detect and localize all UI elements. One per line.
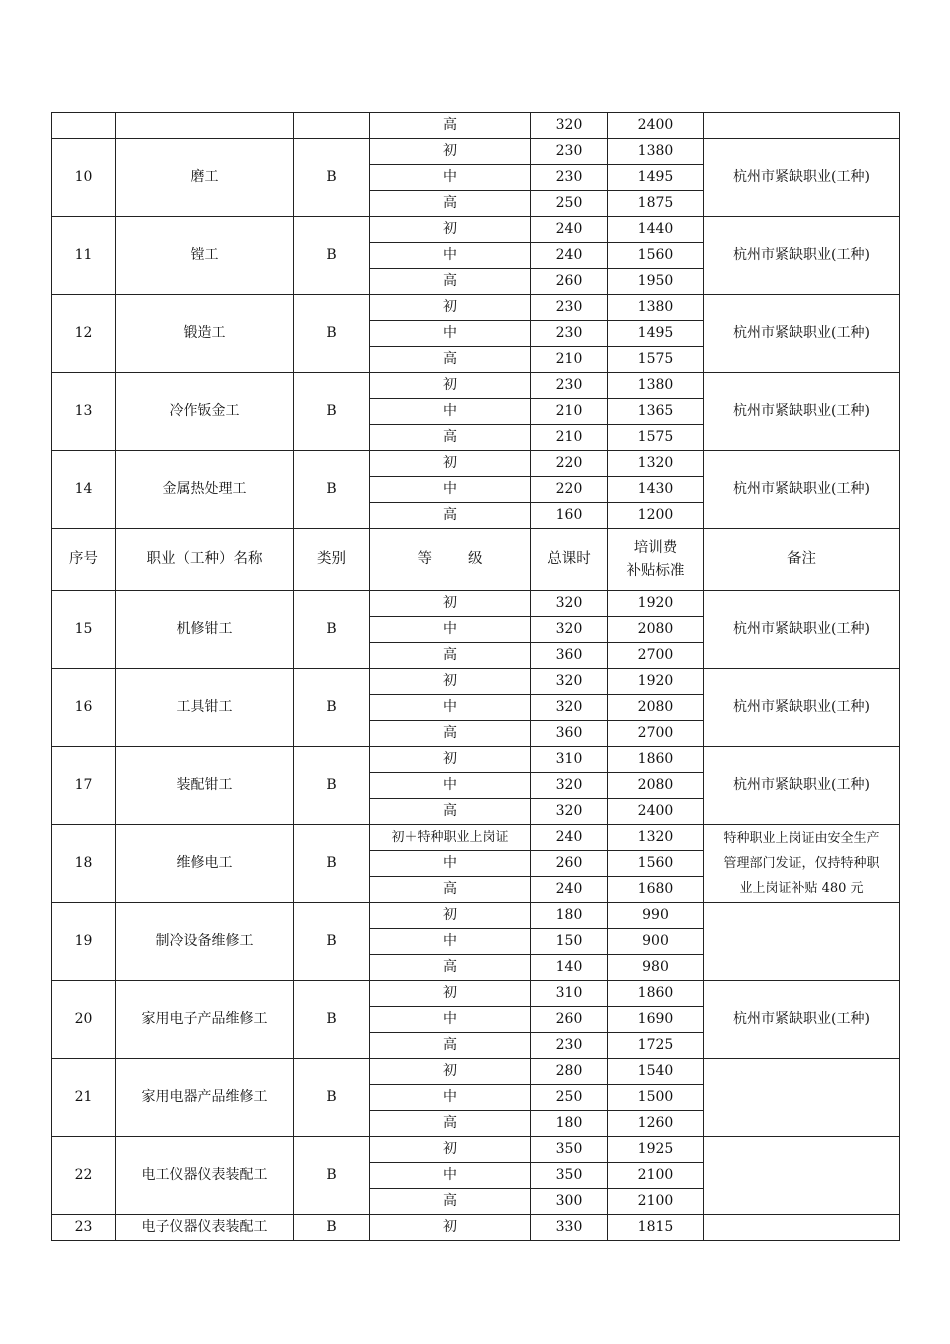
remark-line: 管理部门发证，仅持特种职 (723, 856, 880, 871)
occupation-name-cell: 工具钳工 (116, 669, 294, 747)
subsidy-cell: 1320 (608, 825, 704, 851)
hours-cell: 280 (531, 1059, 608, 1085)
level-cell: 初 (370, 1137, 531, 1163)
remark-cell: 杭州市紧缺职业(工种) (704, 295, 900, 373)
remark-cell: 杭州市紧缺职业(工种) (704, 747, 900, 825)
level-cell: 初 (370, 139, 531, 165)
category-cell: B (294, 1215, 370, 1241)
hours-cell: 210 (531, 347, 608, 373)
seq-cell: 23 (52, 1215, 116, 1241)
subsidy-cell: 2100 (608, 1189, 704, 1215)
remark-cell: 杭州市紧缺职业(工种) (704, 669, 900, 747)
subsidy-cell: 980 (608, 955, 704, 981)
table-row (52, 1059, 900, 1085)
seq-cell: 19 (52, 903, 116, 981)
level-cell: 中 (370, 243, 531, 269)
table-row (52, 903, 900, 929)
hours-cell: 320 (531, 799, 608, 825)
occupation-name-cell (116, 113, 294, 139)
table-row (52, 295, 900, 321)
hours-cell: 250 (531, 1085, 608, 1111)
subsidy-cell: 1495 (608, 165, 704, 191)
subsidy-cell: 1500 (608, 1085, 704, 1111)
subsidy-cell: 1200 (608, 503, 704, 529)
seq-cell: 18 (52, 825, 116, 903)
table-row (52, 451, 900, 477)
remark-cell: 杭州市紧缺职业(工种) (704, 217, 900, 295)
subsidy-cell: 1860 (608, 981, 704, 1007)
subsidy-cell: 1260 (608, 1111, 704, 1137)
hours-cell: 240 (531, 825, 608, 851)
hours-cell: 240 (531, 877, 608, 903)
category-cell: B (294, 217, 370, 295)
hours-cell: 330 (531, 1215, 608, 1241)
category-cell: B (294, 591, 370, 669)
subsidy-cell: 1680 (608, 877, 704, 903)
seq-cell: 14 (52, 451, 116, 529)
hours-cell: 250 (531, 191, 608, 217)
header-level-char-2: 级 (468, 551, 483, 567)
level-cell: 高 (370, 799, 531, 825)
subsidy-cell: 1380 (608, 295, 704, 321)
hours-cell: 320 (531, 617, 608, 643)
subsidy-cell: 1380 (608, 139, 704, 165)
seq-cell: 16 (52, 669, 116, 747)
level-cell: 中 (370, 165, 531, 191)
hours-cell: 220 (531, 477, 608, 503)
level-cell: 中 (370, 1085, 531, 1111)
table-row (52, 591, 900, 617)
remark-cell (704, 1137, 900, 1215)
level-cell: 高 (370, 877, 531, 903)
category-cell: B (294, 903, 370, 981)
hours-cell: 320 (531, 113, 608, 139)
remark-cell (704, 1059, 900, 1137)
subsidy-cell: 2400 (608, 113, 704, 139)
level-cell: 高 (370, 1033, 531, 1059)
table-body-last (52, 1215, 900, 1241)
level-cell: 初 (370, 1059, 531, 1085)
hours-cell: 230 (531, 1033, 608, 1059)
seq-cell: 10 (52, 139, 116, 217)
subsidy-cell: 1320 (608, 451, 704, 477)
subsidy-cell: 1365 (608, 399, 704, 425)
header-total-hours: 总课时 (531, 529, 608, 591)
occupation-name-cell: 机修钳工 (116, 591, 294, 669)
category-cell: B (294, 295, 370, 373)
table-row (52, 373, 900, 399)
occupation-name-cell: 电子仪器仪表装配工 (116, 1215, 294, 1241)
level-cell: 中 (370, 399, 531, 425)
table-row (52, 825, 900, 851)
category-cell: B (294, 669, 370, 747)
remark-line: 特种职业上岗证由安全生产 (723, 831, 880, 846)
occupation-name-cell: 磨工 (116, 139, 294, 217)
level-cell: 中 (370, 929, 531, 955)
occupation-name-cell: 家用电子产品维修工 (116, 981, 294, 1059)
table-row (52, 1137, 900, 1163)
level-cell: 初 (370, 669, 531, 695)
category-cell: B (294, 981, 370, 1059)
seq-cell: 17 (52, 747, 116, 825)
seq-cell (52, 113, 116, 139)
hours-cell: 360 (531, 721, 608, 747)
category-cell: B (294, 747, 370, 825)
hours-cell: 180 (531, 1111, 608, 1137)
subsidy-cell: 1920 (608, 669, 704, 695)
subsidy-cell: 1540 (608, 1059, 704, 1085)
seq-cell: 12 (52, 295, 116, 373)
occupation-name-cell: 镗工 (116, 217, 294, 295)
hours-cell: 320 (531, 773, 608, 799)
subsidy-cell: 1560 (608, 243, 704, 269)
table-body-part-b (52, 591, 900, 1215)
level-cell: 初 (370, 217, 531, 243)
level-cell: 中 (370, 773, 531, 799)
seq-cell: 21 (52, 1059, 116, 1137)
hours-cell: 310 (531, 747, 608, 773)
header-subsidy-standard (608, 529, 704, 591)
hours-cell: 320 (531, 591, 608, 617)
hours-cell: 260 (531, 851, 608, 877)
subsidy-cell: 1690 (608, 1007, 704, 1033)
remark-cell (704, 113, 900, 139)
table-row (52, 139, 900, 165)
subsidy-cell: 2400 (608, 799, 704, 825)
subsidy-cell: 2100 (608, 1163, 704, 1189)
subsidy-cell: 1950 (608, 269, 704, 295)
level-cell: 高 (370, 503, 531, 529)
subsidy-cell: 900 (608, 929, 704, 955)
subsidy-cell: 2700 (608, 721, 704, 747)
subsidy-cell: 1815 (608, 1215, 704, 1241)
hours-cell: 230 (531, 139, 608, 165)
subsidy-cell: 1925 (608, 1137, 704, 1163)
header-level-char-1: 等 (417, 551, 432, 567)
hours-cell: 230 (531, 373, 608, 399)
header-occupation-name: 职业（工种）名称 (116, 529, 294, 591)
seq-cell: 20 (52, 981, 116, 1059)
level-cell: 中 (370, 321, 531, 347)
level-cell: 中 (370, 1163, 531, 1189)
subsidy-cell: 1725 (608, 1033, 704, 1059)
table-body-part-a (52, 113, 900, 529)
subsidy-cell: 2080 (608, 617, 704, 643)
level-cell: 高 (370, 191, 531, 217)
subsidy-cell: 1860 (608, 747, 704, 773)
subsidy-cell: 2080 (608, 773, 704, 799)
remark-line: 业上岗证补贴 480 元 (739, 881, 864, 896)
seq-cell: 11 (52, 217, 116, 295)
subsidy-cell: 2700 (608, 643, 704, 669)
level-cell: 高 (370, 425, 531, 451)
table-row (52, 1215, 900, 1241)
occupation-name-cell: 冷作钣金工 (116, 373, 294, 451)
level-cell: 高 (370, 1111, 531, 1137)
level-cell: 中 (370, 617, 531, 643)
level-cell: 中 (370, 1007, 531, 1033)
hours-cell: 360 (531, 643, 608, 669)
hours-cell: 320 (531, 695, 608, 721)
training-subsidy-table (51, 112, 900, 1241)
hours-cell: 260 (531, 1007, 608, 1033)
level-cell: 中 (370, 695, 531, 721)
remark-cell (704, 903, 900, 981)
occupation-name-cell: 家用电器产品维修工 (116, 1059, 294, 1137)
occupation-name-cell: 金属热处理工 (116, 451, 294, 529)
remark-cell (704, 1215, 900, 1241)
table-row (52, 981, 900, 1007)
occupation-name-cell: 电工仪器仪表装配工 (116, 1137, 294, 1215)
level-cell: 高 (370, 269, 531, 295)
level-cell: 初 (370, 981, 531, 1007)
hours-cell: 350 (531, 1137, 608, 1163)
hours-cell: 240 (531, 217, 608, 243)
seq-cell: 22 (52, 1137, 116, 1215)
category-cell (294, 113, 370, 139)
occupation-name-cell: 维修电工 (116, 825, 294, 903)
subsidy-cell: 1495 (608, 321, 704, 347)
category-cell: B (294, 139, 370, 217)
level-cell: 初 (370, 591, 531, 617)
header-level (370, 529, 531, 591)
level-cell: 中 (370, 851, 531, 877)
hours-cell: 240 (531, 243, 608, 269)
subsidy-cell: 1560 (608, 851, 704, 877)
hours-cell: 230 (531, 295, 608, 321)
subsidy-cell: 1920 (608, 591, 704, 617)
occupation-name-cell: 制冷设备维修工 (116, 903, 294, 981)
table-row (52, 747, 900, 773)
header-remark: 备注 (704, 529, 900, 591)
subsidy-cell: 1575 (608, 425, 704, 451)
hours-cell: 300 (531, 1189, 608, 1215)
level-cell: 高 (370, 113, 531, 139)
remark-cell: 杭州市紧缺职业(工种) (704, 591, 900, 669)
category-cell: B (294, 825, 370, 903)
level-cell: 初＋特种职业上岗证 (370, 825, 531, 851)
level-cell: 初 (370, 373, 531, 399)
subsidy-cell: 1575 (608, 347, 704, 373)
remark-cell (704, 825, 900, 903)
hours-cell: 320 (531, 669, 608, 695)
table-row (52, 669, 900, 695)
category-cell: B (294, 373, 370, 451)
occupation-name-cell: 锻造工 (116, 295, 294, 373)
hours-cell: 140 (531, 955, 608, 981)
header-category: 类别 (294, 529, 370, 591)
table-header (52, 529, 900, 591)
level-cell: 初 (370, 747, 531, 773)
level-cell: 初 (370, 451, 531, 477)
header-seq: 序号 (52, 529, 116, 591)
occupation-name-cell: 装配钳工 (116, 747, 294, 825)
hours-cell: 210 (531, 399, 608, 425)
level-cell: 初 (370, 295, 531, 321)
level-cell: 初 (370, 903, 531, 929)
seq-cell: 13 (52, 373, 116, 451)
category-cell: B (294, 1059, 370, 1137)
level-cell: 高 (370, 1189, 531, 1215)
remark-cell: 杭州市紧缺职业(工种) (704, 373, 900, 451)
hours-cell: 310 (531, 981, 608, 1007)
remark-cell: 杭州市紧缺职业(工种) (704, 139, 900, 217)
level-cell: 中 (370, 477, 531, 503)
seq-cell: 15 (52, 591, 116, 669)
category-cell: B (294, 451, 370, 529)
level-cell: 高 (370, 643, 531, 669)
level-cell: 初 (370, 1215, 531, 1241)
level-cell: 高 (370, 347, 531, 373)
subsidy-cell: 1440 (608, 217, 704, 243)
remark-cell: 杭州市紧缺职业(工种) (704, 981, 900, 1059)
hours-cell: 180 (531, 903, 608, 929)
subsidy-cell: 990 (608, 903, 704, 929)
subsidy-cell: 1430 (608, 477, 704, 503)
hours-cell: 220 (531, 451, 608, 477)
subsidy-cell: 2080 (608, 695, 704, 721)
level-cell: 高 (370, 955, 531, 981)
hours-cell: 350 (531, 1163, 608, 1189)
table-row (52, 217, 900, 243)
hours-cell: 230 (531, 165, 608, 191)
category-cell: B (294, 1137, 370, 1215)
level-cell: 高 (370, 721, 531, 747)
hours-cell: 210 (531, 425, 608, 451)
subsidy-cell: 1380 (608, 373, 704, 399)
header-subsidy-line-2: 补贴标准 (626, 562, 685, 579)
subsidy-cell: 1875 (608, 191, 704, 217)
hours-cell: 260 (531, 269, 608, 295)
table-row (52, 113, 900, 139)
hours-cell: 160 (531, 503, 608, 529)
header-subsidy-line-1: 培训费 (633, 539, 678, 556)
hours-cell: 150 (531, 929, 608, 955)
remark-cell: 杭州市紧缺职业(工种) (704, 451, 900, 529)
header-row (52, 529, 900, 591)
hours-cell: 230 (531, 321, 608, 347)
